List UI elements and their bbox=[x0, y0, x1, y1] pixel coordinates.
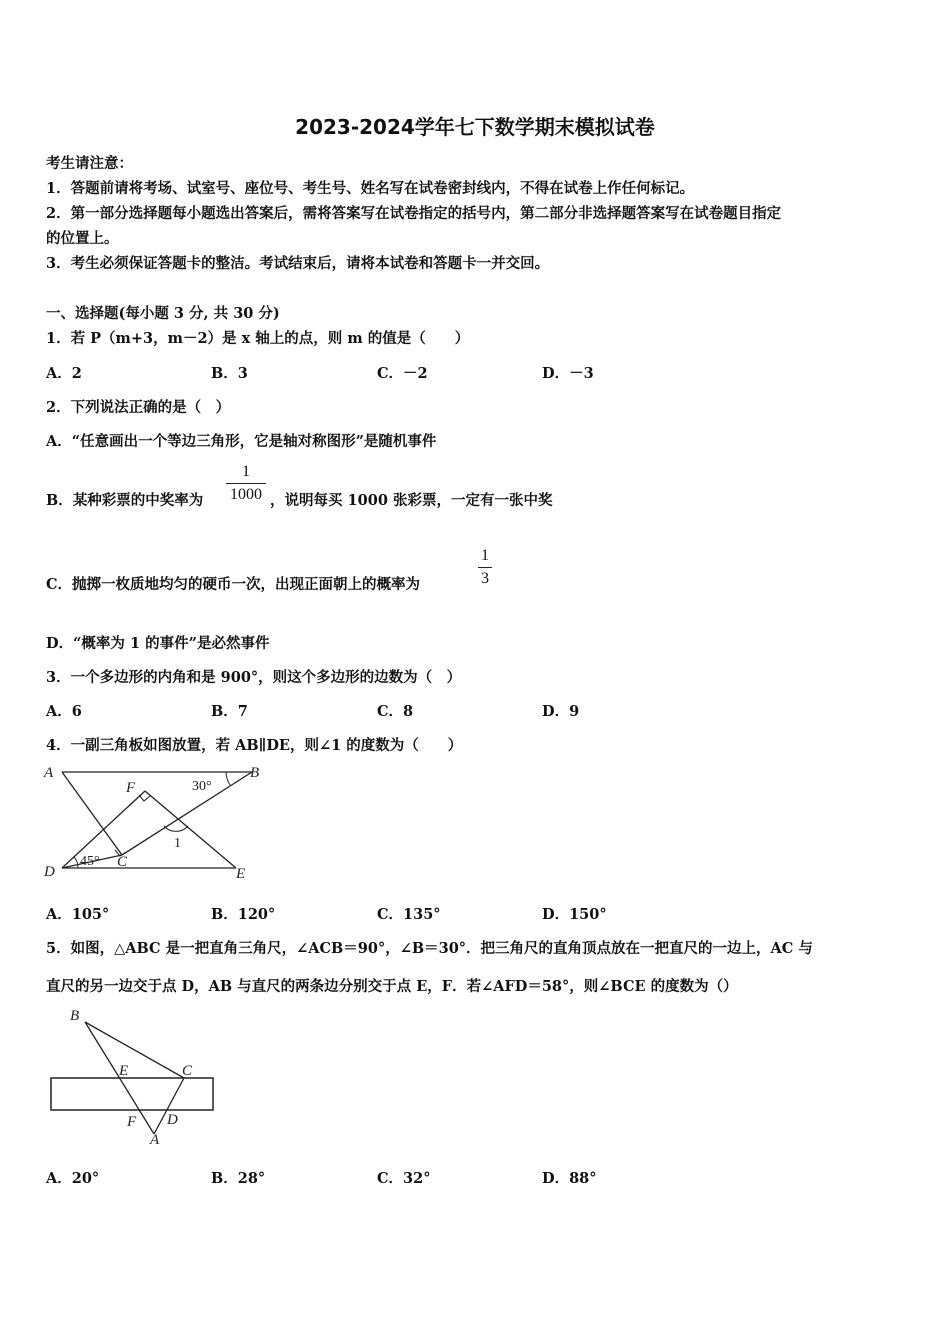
q4-option-b: B．120° bbox=[211, 906, 276, 923]
q3-option-a: A．6 bbox=[46, 703, 82, 720]
fraction-bar bbox=[226, 483, 266, 484]
line-fe bbox=[145, 791, 236, 868]
q2-option-d: D．“概率为 1 的事件”是必然事件 bbox=[46, 635, 270, 652]
line-cb bbox=[122, 772, 252, 855]
question-1-stem: 1．若 P（m+3，m－2）是 x 轴上的点，则 m 的值是（ ） bbox=[46, 330, 470, 347]
label-b: B bbox=[70, 1008, 80, 1024]
label-45-degrees: 45° bbox=[80, 854, 100, 869]
q2-option-b-fraction bbox=[226, 463, 266, 504]
label-d: D bbox=[44, 864, 55, 880]
question-5-stem-line-1: 5．如图，△ABC 是一把直角三角尺，∠ACB＝90°，∠B＝30°．把三角尺的直角顶点放在一把直尺的一边上，AC 与 bbox=[46, 940, 813, 957]
q5-option-b: B．28° bbox=[211, 1170, 266, 1187]
question-5-stem-line-2: 直尺的另一边交于点 D，AB 与直尺的两条边分别交于点 E，F．若∠AFD＝58°，则∠BCE 的度数为（） bbox=[46, 978, 738, 995]
notice-item: 3．考生必须保证答题卡的整洁。考试结束后，请将本试卷和答题卡一并交回。 bbox=[46, 255, 550, 272]
label-30-degrees: 30° bbox=[192, 779, 212, 794]
angle-1-arc bbox=[164, 826, 188, 831]
q5-option-a: A．20° bbox=[46, 1170, 100, 1187]
label-a: A bbox=[150, 1132, 160, 1147]
ruler-rect bbox=[51, 1078, 213, 1110]
label-b: B bbox=[250, 765, 260, 781]
fraction-denominator: 3 bbox=[481, 570, 489, 587]
line-ac bbox=[62, 772, 122, 855]
label-c: C bbox=[182, 1063, 193, 1079]
notice-heading: 考生请注意： bbox=[46, 155, 133, 172]
section-heading: 一、选择题(每小题 3 分, 共 30 分) bbox=[46, 305, 280, 322]
q2-option-a: A．“任意画出一个等边三角形，它是轴对称图形”是随机事件 bbox=[46, 433, 437, 450]
q2-option-b-suffix: ，说明每买 1000 张彩票，一定有一张中奖 bbox=[270, 492, 553, 509]
label-a: A bbox=[44, 765, 54, 781]
question-3-stem: 3．一个多边形的内角和是 900°，则这个多边形的边数为（ ） bbox=[46, 669, 462, 686]
line-bc bbox=[85, 1022, 184, 1078]
label-e: E bbox=[236, 866, 246, 882]
page-title: 2023-2024学年七下数学期末模拟试卷 bbox=[295, 115, 655, 139]
question-2-stem: 2．下列说法正确的是（ ） bbox=[46, 399, 231, 416]
label-d: D bbox=[167, 1112, 178, 1128]
label-f: F bbox=[126, 780, 136, 796]
label-e: E bbox=[119, 1063, 129, 1079]
line-df bbox=[62, 791, 145, 868]
q2-option-b-prefix: B．某种彩票的中奖率为 bbox=[46, 492, 204, 509]
angle-45-arc bbox=[74, 857, 78, 868]
q1-option-d: D．－3 bbox=[542, 365, 594, 382]
q2-option-c-fraction bbox=[478, 547, 492, 588]
label-angle-1: 1 bbox=[174, 836, 181, 851]
q1-option-c: C．－2 bbox=[377, 365, 428, 382]
notice-item: 1．答题前请将考场、试室号、座位号、考生号、姓名写在试卷密封线内，不得在试卷上作任何标记。 bbox=[46, 180, 695, 197]
q4-option-d: D．150° bbox=[542, 906, 607, 923]
angle-30-arc bbox=[226, 772, 230, 785]
fraction-bar bbox=[478, 567, 492, 568]
notice-item: 2．第一部分选择题每小题选出答案后，需将答案写在试卷指定的括号内，第二部分非选择题答案写在试卷题目指定 bbox=[46, 205, 782, 222]
q5-option-d: D．88° bbox=[542, 1170, 597, 1187]
q4-option-a: A．105° bbox=[46, 906, 110, 923]
q5-option-c: C．32° bbox=[377, 1170, 431, 1187]
fraction-numerator: 1 bbox=[242, 463, 250, 480]
notice-item: 的位置上。 bbox=[46, 230, 119, 247]
q3-option-d: D．9 bbox=[542, 703, 580, 720]
q4-option-c: C．135° bbox=[377, 906, 441, 923]
q4-triangle-figure bbox=[40, 758, 280, 886]
fraction-numerator: 1 bbox=[481, 547, 489, 564]
question-4-stem: 4．一副三角板如图放置，若 AB∥DE，则∠1 的度数为（ ） bbox=[46, 737, 463, 754]
q2-option-c-prefix: C．抛掷一枚质地均匀的硬币一次，出现正面朝上的概率为 bbox=[46, 576, 421, 593]
q1-option-b: B．3 bbox=[211, 365, 248, 382]
fraction-denominator: 1000 bbox=[230, 486, 262, 503]
q5-ruler-figure bbox=[40, 1002, 230, 1147]
q1-option-a: A．2 bbox=[46, 365, 82, 382]
label-f: F bbox=[127, 1114, 137, 1130]
q3-option-b: B．7 bbox=[211, 703, 248, 720]
q3-option-c: C．8 bbox=[377, 703, 414, 720]
label-c: C bbox=[117, 854, 128, 870]
